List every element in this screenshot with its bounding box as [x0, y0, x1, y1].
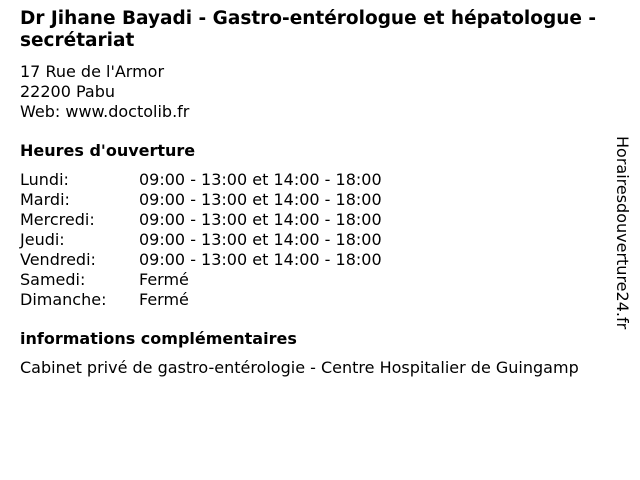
- opening-hours-table: [20, 170, 620, 310]
- day-label: Samedi:: [20, 270, 86, 289]
- address-web: Web: www.doctolib.fr: [20, 102, 190, 121]
- hours-row-monday: [20, 170, 620, 190]
- day-hours: 09:00 - 13:00 et 14:00 - 18:00: [139, 210, 382, 229]
- day-hours: 09:00 - 13:00 et 14:00 - 18:00: [139, 230, 382, 249]
- business-listing: [20, 8, 620, 378]
- day-label: Mercredi:: [20, 210, 95, 229]
- opening-hours-heading: Heures d'ouverture: [20, 141, 196, 160]
- hours-row-thursday: [20, 230, 620, 250]
- site-watermark: Horairesdouverture24.fr: [613, 136, 632, 330]
- address-block: [20, 62, 620, 122]
- day-label: Dimanche:: [20, 290, 107, 309]
- hours-row-wednesday: [20, 210, 620, 230]
- hours-row-friday: [20, 250, 620, 270]
- hours-row-tuesday: [20, 190, 620, 210]
- hours-row-sunday: [20, 290, 620, 310]
- address-city: 22200 Pabu: [20, 82, 116, 101]
- additional-info-heading: informations complémentaires: [20, 329, 297, 348]
- address-street: 17 Rue de l'Armor: [20, 62, 165, 81]
- day-hours: 09:00 - 13:00 et 14:00 - 18:00: [139, 190, 382, 209]
- day-hours: Fermé: [139, 290, 189, 309]
- day-label: Jeudi:: [20, 230, 65, 249]
- day-label: Lundi:: [20, 170, 69, 189]
- additional-info-text: Cabinet privé de gastro-entérologie - Centre Hospitalier de Guingamp: [20, 358, 579, 377]
- day-hours: Fermé: [139, 270, 189, 289]
- day-hours: 09:00 - 13:00 et 14:00 - 18:00: [139, 170, 382, 189]
- day-hours: 09:00 - 13:00 et 14:00 - 18:00: [139, 250, 382, 269]
- day-label: Mardi:: [20, 190, 70, 209]
- hours-row-saturday: [20, 270, 620, 290]
- day-label: Vendredi:: [20, 250, 96, 269]
- page-title: Dr Jihane Bayadi - Gastro-entérologue et hépatologue - secrétariat: [20, 8, 597, 51]
